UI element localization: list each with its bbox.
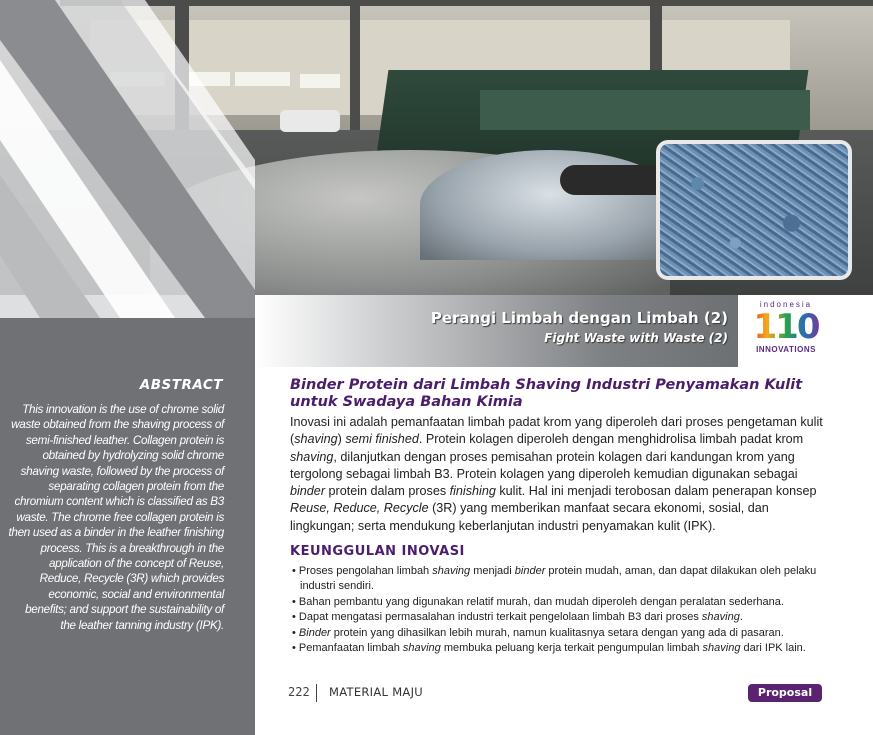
body-text: , dilanjutkan dengan proses pemisahan protein kolagen dari kandungan krom yang tergolong sebagai limbah B3. Protein kolagen yang diperoleh kemudian digunakan sebagai [290,449,798,481]
list-item: • Bahan pembantu yang digunakan relatif murah, dan mudah diperoleh dengan peralatan sederhana. [290,595,835,610]
body-text: ) [337,432,346,447]
body-text: Inovasi ini adalah pemanfaatan limbah padat krom yang diperoleh dari proses pengetaman kulit ( [290,415,823,447]
section-name: MATERIAL MAJU [329,685,423,699]
body-italic: Reuse, Reduce, Recycle [290,501,429,516]
article-heading: Binder Protein dari Limbah Shaving Industri Penyamakan Kulit untuk Swadaya Bahan Kimia [290,377,803,410]
abstract-text: This innovation is the use of chrome solid waste obtained from the shaving process of semi-finished leather. Collagen protein is obtained by hydrolyzing solid chrome shaving waste, followed by the process of separating collagen protein from the chromium content which is classified as B3 waste. The chrome free collagen protein is then used as a binder in the leather finishing process. This is a breakthrough in the application of the concept of Reuse, Reduce, Recycle (3R) which provides economic, social and environmental benefits; and support the sustainability of the leather tanning industry (IPK). [8,403,224,632]
body-text: . Protein kolagen diperoleh dengan menghidrolisa limbah padat krom [418,432,804,447]
list-item: • Binder protein yang dihasilkan lebih murah, namun kualitasnya setara dengan yang ada di pasaran. [290,626,835,641]
article-body [290,414,835,535]
body-italic: shaving [290,449,334,464]
title-english: Fight Waste with Waste (2) [544,331,728,345]
body-italic: finishing [449,484,496,499]
logo-number: 110 [748,309,824,345]
abstract-heading: ABSTRACT [139,377,223,393]
indonesia-110-innovations-logo [748,300,824,362]
list-item: • Proses pengolahan limbah shaving menjadi binder protein mudah, aman, dan dapat dilakukan oleh pelaku industri sendiri. [290,564,835,595]
body-italic: shaving [294,432,338,447]
list-item: • Dapat mengatasi permasalahan industri terkait pengelolaan limbah B3 dari proses shaving. [290,610,835,625]
proposal-badge: Proposal [748,684,822,702]
list-item: • Pemanfaatan limbah shaving membuka peluang kerja terkait pengumpulan limbah shaving dari IPK lain. [290,641,835,656]
page-number: 222 [288,685,310,699]
body-text: kulit. Hal ini menjadi terobosan dalam penerapan konsep [495,484,817,499]
body-text: (3R) yang memberikan manfaat secara ekonomi, sosial, dan lingkungan; serta mendukung keberlanjutan industri penyamakan kulit (IPK). [290,501,769,533]
logo-bottom-text: INNOVATIONS [756,345,816,354]
advantages-heading: KEUNGGULAN INOVASI [290,544,465,559]
shaving-waste-inset-photo [656,140,852,280]
title-indonesian: Perangi Limbah dengan Limbah (2) [430,309,728,327]
body-italic: semi finished [345,432,419,447]
advantages-list [290,564,835,656]
body-italic: binder [290,484,326,499]
body-text: protein dalam proses [325,484,450,499]
logo-top-text: indonesia [759,300,813,309]
footer-divider [316,684,317,702]
